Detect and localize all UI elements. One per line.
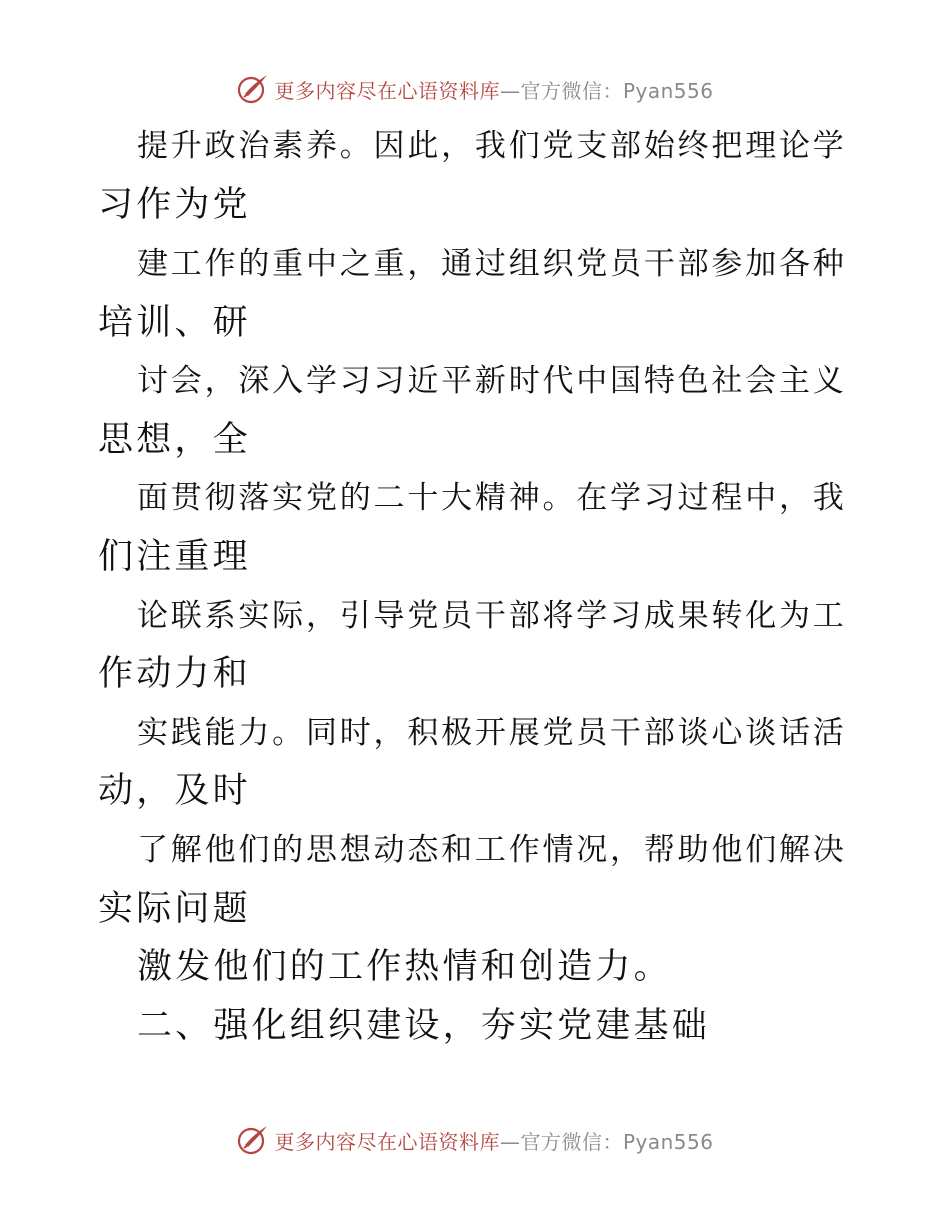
body-line: 讨会，深入学习习近平新时代中国特色社会主义 [137, 363, 847, 399]
quill-logo-icon [236, 72, 270, 106]
body-line: 提升政治素养。因此，我们党支部始终把理论学 [137, 128, 847, 164]
watermark-text [274, 1126, 713, 1155]
header-watermark [0, 71, 950, 107]
body-line: 面贯彻落实党的二十大精神。在学习过程中，我 [137, 480, 847, 516]
body-line: 们注重理 [98, 537, 251, 577]
body-line: 习作为党 [98, 185, 251, 225]
body-line: 培训、研 [98, 303, 251, 343]
body-line: 激发他们的工作热情和创造力。 [137, 947, 672, 987]
footer-watermark [0, 1122, 950, 1158]
body-line: 实际问题 [98, 889, 251, 929]
watermark-text [274, 75, 713, 104]
body-line: 作动力和 [98, 654, 251, 694]
body-line: 了解他们的思想动态和工作情况，帮助他们解决 [137, 832, 847, 868]
watermark-brand: 更多内容尽在心语资料库 [274, 78, 500, 103]
watermark-contact: —官方微信：Pyan556 [499, 1129, 714, 1154]
watermark-brand: 更多内容尽在心语资料库 [274, 1129, 500, 1154]
quill-logo-icon [236, 1123, 270, 1157]
body-line: 论联系实际，引导党员干部将学习成果转化为工 [137, 598, 847, 634]
section-heading: 二、强化组织建设，夯实党建基础 [137, 1006, 711, 1046]
body-line: 思想，全 [98, 420, 251, 460]
watermark-contact: —官方微信：Pyan556 [499, 78, 714, 103]
body-line: 动，及时 [98, 771, 251, 811]
body-line: 建工作的重中之重，通过组织党员干部参加各种 [137, 246, 847, 282]
body-line: 实践能力。同时，积极开展党员干部谈心谈话活 [137, 715, 847, 751]
